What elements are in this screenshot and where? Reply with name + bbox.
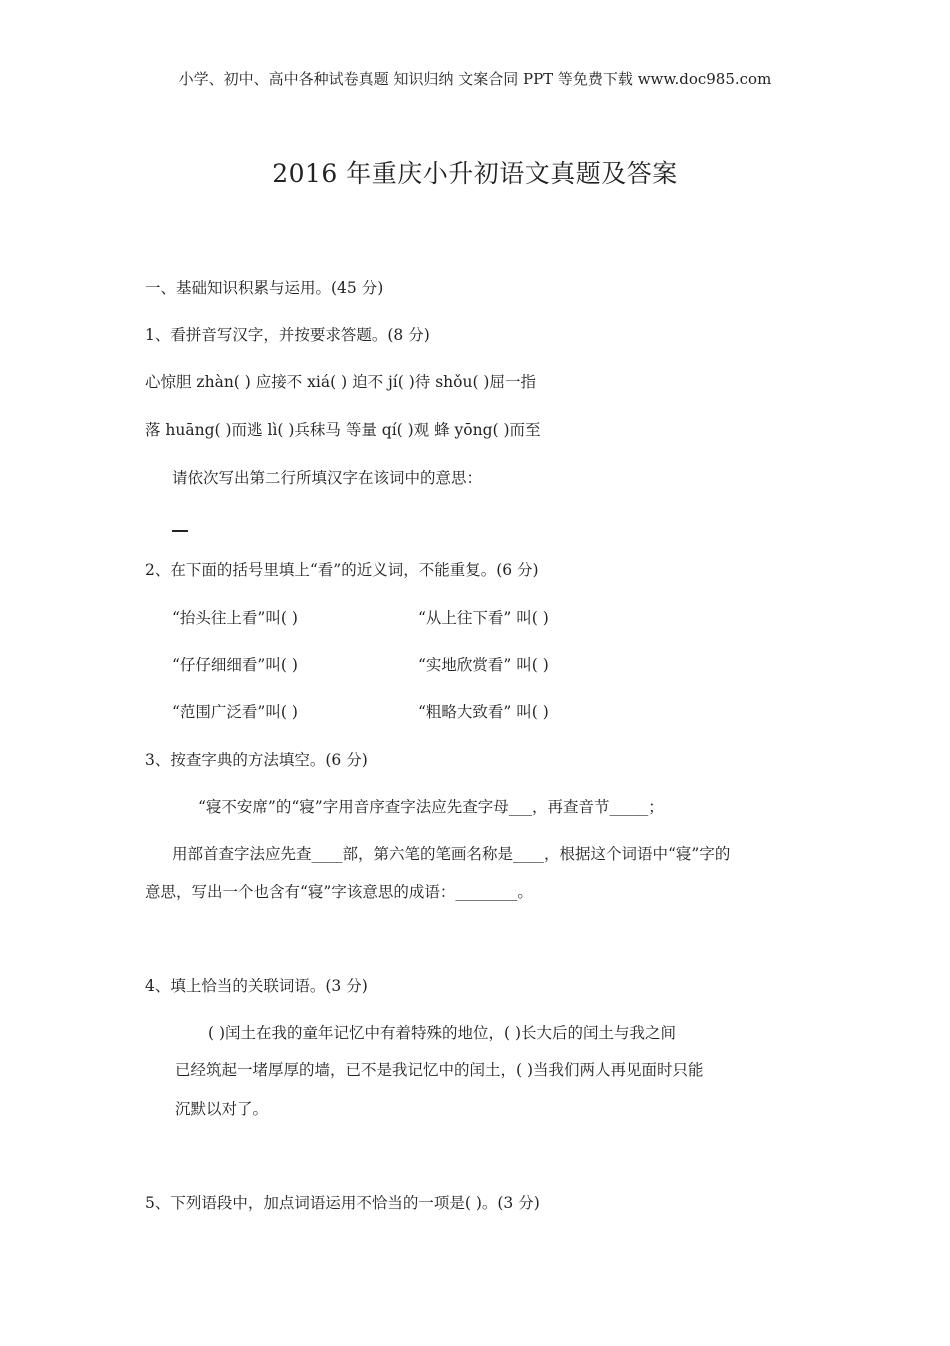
question-1-pinyin-row-2: 落 huāng( )而逃 lì( )兵秣马 等量 qí( )观 蜂 yōng( )而至 xyxy=(145,421,541,439)
question-4-line-1: ( )闰土在我的童年记忆中有着特殊的地位，( )长大后的闰土与我之间 xyxy=(208,1024,677,1042)
question-2-row-1-right: “从上往下看” 叫( ) xyxy=(418,609,549,627)
question-3-line-3: 意思，写出一个也含有“寝”字该意思的成语：________。 xyxy=(145,883,533,901)
section-1-heading: 一、基础知识积累与运用。(45 分) xyxy=(145,279,384,297)
page-header: 小学、初中、高中各种试卷真题 知识归纳 文案合同 PPT 等免费下载 www.doc985.com xyxy=(178,70,772,88)
question-2-row-3-left: “范围广泛看”叫( ) xyxy=(172,703,298,721)
question-2-title: 2、在下面的括号里填上“看”的近义词，不能重复。(6 分) xyxy=(145,561,539,579)
question-2-row-2-right: “实地欣赏看” 叫( ) xyxy=(418,656,549,674)
question-1-pinyin-row-1: 心惊胆 zhàn( ) 应接不 xiá( ) 迫不 jí( )待 shǒu( )屈一指 xyxy=(145,373,536,391)
question-5-title: 5、下列语段中，加点词语运用不恰当的一项是( )。(3 分) xyxy=(145,1194,540,1212)
question-4-line-3: 沉默以对了。 xyxy=(175,1100,269,1118)
question-4-title: 4、填上恰当的关联词语。(3 分) xyxy=(145,977,368,995)
question-2-row-2-left: “仔仔细细看”叫( ) xyxy=(172,656,298,674)
question-3-title: 3、按查字典的方法填空。(6 分) xyxy=(145,751,368,769)
question-3-line-2: 用部首查字法应先查____部，第六笔的笔画名称是____，根据这个词语中“寝”字的 xyxy=(172,845,731,863)
question-4-line-2: 已经筑起一堵厚厚的墙，已不是我记忆中的闰土，( )当我们两人再见面时只能 xyxy=(175,1061,704,1079)
question-2-row-3-right: “粗略大致看” 叫( ) xyxy=(418,703,549,721)
question-1-title: 1、看拼音写汉字，并按要求答题。(8 分) xyxy=(145,326,430,344)
page-title: 2016 年重庆小升初语文真题及答案 xyxy=(272,159,678,188)
question-2-row-1-left: “抬头往上看”叫( ) xyxy=(172,609,298,627)
question-3-line-1: “寝不安席”的“寝”字用音序查字法应先查字母___，再查音节_____； xyxy=(198,798,664,816)
answer-blank-line xyxy=(172,530,188,532)
question-1-instruction: 请依次写出第二行所填汉字在该词中的意思： xyxy=(172,469,483,487)
